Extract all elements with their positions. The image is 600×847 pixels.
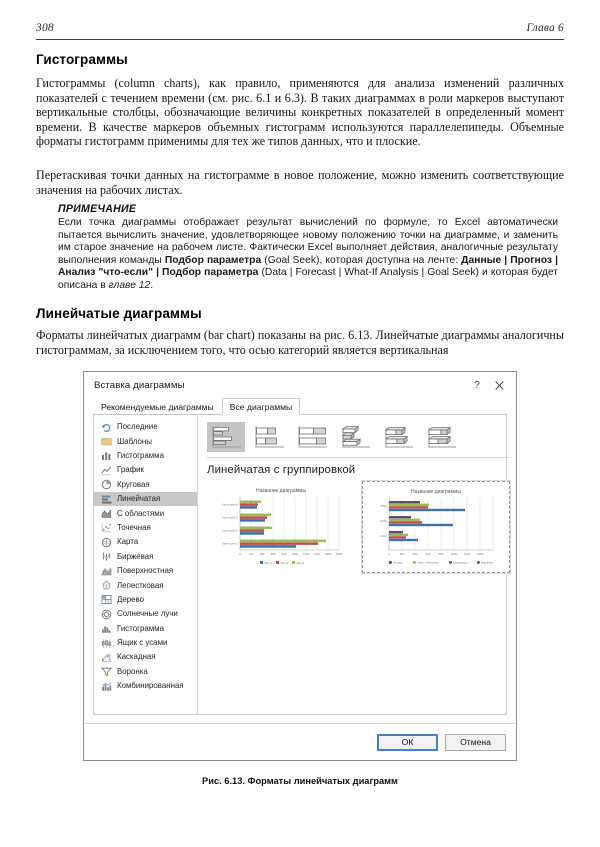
page-number: 308 bbox=[36, 22, 54, 34]
sunburst-chart-icon bbox=[101, 609, 112, 620]
templates-folder-icon bbox=[101, 436, 112, 447]
svg-text:400: 400 bbox=[412, 552, 418, 556]
svg-text:Красноярск: Красноярск bbox=[453, 560, 468, 565]
chart-type-pane bbox=[198, 415, 518, 714]
sidebar-item-area[interactable] bbox=[94, 506, 197, 520]
svg-text:2014: 2014 bbox=[380, 534, 387, 538]
sidebar-label-surface: Поверхностная bbox=[117, 566, 174, 576]
svg-text:0: 0 bbox=[239, 552, 241, 556]
svg-text:Ряд 1: Ряд 1 bbox=[264, 560, 273, 565]
scatter-chart-icon bbox=[101, 522, 112, 533]
sidebar-item-line[interactable] bbox=[94, 463, 197, 477]
recent-icon bbox=[101, 422, 112, 433]
svg-text:Категория 1: Категория 1 bbox=[222, 541, 238, 546]
svg-text:600: 600 bbox=[270, 552, 276, 556]
area-chart-icon bbox=[101, 508, 112, 519]
dialog-footer bbox=[84, 723, 516, 760]
svg-text:1800: 1800 bbox=[335, 552, 343, 556]
bar-chart-icon bbox=[101, 494, 112, 505]
svg-text:0: 0 bbox=[388, 552, 390, 556]
sidebar-item-column[interactable] bbox=[94, 449, 197, 463]
sidebar-label-pie: Круговая bbox=[117, 479, 150, 489]
dialog-body bbox=[93, 415, 507, 715]
column-chart-icon bbox=[101, 450, 112, 461]
chart-preview-2[interactable] bbox=[362, 481, 510, 573]
subtype-3d-100-stacked-bar[interactable] bbox=[422, 422, 460, 452]
sidebar-item-funnel[interactable] bbox=[94, 665, 197, 679]
combo-chart-icon bbox=[101, 681, 112, 692]
subtype-3d-clustered-bar[interactable] bbox=[336, 422, 374, 452]
sidebar-item-templates[interactable] bbox=[94, 434, 197, 448]
svg-text:800: 800 bbox=[438, 552, 444, 556]
svg-text:400: 400 bbox=[259, 552, 265, 556]
pie-chart-icon bbox=[101, 479, 112, 490]
svg-text:Ряд 2: Ряд 2 bbox=[280, 560, 289, 565]
sidebar-label-map: Карта bbox=[117, 537, 139, 547]
sidebar-label-stock: Биржевая bbox=[117, 551, 154, 561]
sidebar-item-surface[interactable] bbox=[94, 564, 197, 578]
surface-chart-icon bbox=[101, 566, 112, 577]
ok-button[interactable]: ОК bbox=[377, 734, 438, 751]
svg-text:1600: 1600 bbox=[324, 552, 332, 556]
note-text-3: (Data | Forecast | What-If Analysis | Goal Seek) и которая будет описана в bbox=[58, 267, 559, 291]
svg-text:800: 800 bbox=[281, 552, 287, 556]
dialog-title: Вставка диаграммы bbox=[94, 379, 185, 391]
radar-chart-icon bbox=[101, 580, 112, 591]
note-title: ПРИМЕЧАНИЕ bbox=[58, 203, 137, 215]
sidebar-item-combo[interactable] bbox=[94, 679, 197, 693]
sidebar-label-scatter: Точечная bbox=[117, 522, 151, 532]
svg-text:2015: 2015 bbox=[380, 519, 387, 523]
note-text-1: Если точка диаграммы отображает результат вычислений по формуле, то Excel автоматически пытается вычислить значение, удовлетворяющее новому положению точки на диаграмме, и заменить им старое значение на рабочем листе. Фактически Excel выполняет действия, аналогичные результату выполнения команды bbox=[58, 217, 558, 266]
histogram-chart-icon bbox=[101, 623, 112, 634]
subtype-3d-stacked-bar[interactable] bbox=[379, 422, 417, 452]
dialog-titlebar bbox=[84, 372, 516, 398]
svg-text:Ряд 3: Ряд 3 bbox=[296, 560, 305, 565]
sidebar-label-combo: Комбинированная bbox=[117, 681, 184, 691]
svg-text:1000: 1000 bbox=[450, 552, 458, 556]
svg-text:Санкт-Петербург: Санкт-Петербург bbox=[417, 560, 439, 565]
header-divider bbox=[36, 39, 564, 40]
note-body bbox=[58, 217, 558, 293]
note-bold-1: Подбор параметра bbox=[164, 254, 262, 266]
paragraph-bar-charts-1: Форматы линейчатых диаграмм (bar chart) показаны на рис. 6.13. Линейчатые диаграммы аналогичны гистограммам, за исключением того, что осью категорий является вертикальная bbox=[36, 328, 564, 357]
sidebar-item-map[interactable] bbox=[94, 535, 197, 549]
tab-recommended-charts[interactable]: Рекомендуемые диаграммы bbox=[93, 398, 222, 415]
paragraph-histograms-1: Гистограммы (column charts), как правило, применяются для анализа изменений различных показателей с течением времени (см. рис. 6.1 и 6.3). В таких диаграммах в роли маркеров выступают вертикальные столбцы, обозначающие величины конкретных показателей в определенный момент времени. В качестве маркеров объемных гистограмм используются параллелепипеды. Объемные форматы гистограмм применимы для тех же типов данных, что и плоские. bbox=[36, 76, 564, 149]
sidebar-item-treemap[interactable] bbox=[94, 593, 197, 607]
close-icon[interactable] bbox=[488, 376, 510, 394]
figure-6-13 bbox=[36, 366, 564, 811]
subtype-stacked-bar[interactable] bbox=[250, 422, 288, 452]
waterfall-chart-icon bbox=[101, 652, 112, 663]
svg-text:1400: 1400 bbox=[476, 552, 484, 556]
svg-text:1200: 1200 bbox=[463, 552, 471, 556]
note-text-2: (Goal Seek), которая доступна на ленте: bbox=[261, 254, 462, 266]
sidebar-label-column: Гистограмма bbox=[117, 451, 164, 461]
svg-text:1000: 1000 bbox=[291, 552, 299, 556]
sidebar-item-histogram[interactable] bbox=[94, 621, 197, 635]
sidebar-label-funnel: Воронка bbox=[117, 666, 148, 676]
chart-subtype-row bbox=[207, 422, 510, 458]
svg-text:Категория 4: Категория 4 bbox=[222, 502, 238, 507]
treemap-chart-icon bbox=[101, 594, 112, 605]
svg-text:200: 200 bbox=[399, 552, 405, 556]
note-text-4: . bbox=[150, 279, 154, 291]
stock-chart-icon bbox=[101, 551, 112, 562]
sidebar-item-recent[interactable] bbox=[94, 420, 197, 434]
svg-text:200: 200 bbox=[248, 552, 254, 556]
insert-chart-dialog bbox=[83, 371, 517, 761]
note-block bbox=[58, 203, 558, 293]
sidebar-label-boxwhisker: Ящик с усами bbox=[117, 638, 168, 648]
sidebar-item-scatter[interactable] bbox=[94, 521, 197, 535]
sidebar-label-bar: Линейчатая bbox=[117, 494, 161, 504]
sidebar-item-stock[interactable] bbox=[94, 550, 197, 564]
sidebar-label-sunburst: Солнечные лучи bbox=[117, 609, 178, 619]
svg-text:1400: 1400 bbox=[313, 552, 321, 556]
paragraph-histograms-2: Перетаскивая точки данных на гистограмме в новое положение, можно изменить соответствующие значения на рабочих листах. bbox=[36, 168, 564, 197]
svg-text:Название диаграммы: Название диаграммы bbox=[410, 489, 462, 495]
sidebar-label-waterfall: Каскадная bbox=[117, 652, 156, 662]
subtype-100-stacked-bar[interactable] bbox=[293, 422, 331, 452]
svg-text:600: 600 bbox=[425, 552, 431, 556]
sidebar-label-line: График bbox=[117, 465, 144, 475]
map-chart-icon bbox=[101, 537, 112, 548]
chart-category-list bbox=[94, 415, 198, 714]
help-icon[interactable]: ? bbox=[474, 379, 480, 391]
sidebar-item-bar[interactable] bbox=[94, 492, 197, 506]
tab-all-charts[interactable]: Все диаграммы bbox=[222, 398, 300, 415]
svg-text:Название диаграммы: Название диаграммы bbox=[255, 488, 307, 494]
chart-preview-1[interactable] bbox=[207, 481, 355, 573]
sidebar-item-radar[interactable] bbox=[94, 578, 197, 592]
sidebar-label-area: С областями bbox=[117, 508, 165, 518]
svg-text:1200: 1200 bbox=[302, 552, 310, 556]
boxwhisker-chart-icon bbox=[101, 638, 112, 649]
svg-text:Категория 2: Категория 2 bbox=[222, 528, 238, 533]
figure-caption: Рис. 6.13. Форматы линейчатых диаграмм bbox=[202, 776, 398, 786]
note-italic-1: главе 12 bbox=[108, 279, 151, 291]
dialog-tabstrip bbox=[84, 398, 516, 415]
svg-text:2016: 2016 bbox=[380, 504, 387, 508]
section-heading-histograms: Гистограммы bbox=[36, 52, 128, 67]
sidebar-label-histogram: Гистограмма bbox=[117, 623, 164, 633]
sidebar-item-sunburst[interactable] bbox=[94, 607, 197, 621]
subtype-clustered-bar[interactable] bbox=[207, 422, 245, 452]
funnel-chart-icon bbox=[101, 666, 112, 677]
sidebar-item-waterfall[interactable] bbox=[94, 650, 197, 664]
svg-text:Москва: Москва bbox=[393, 560, 403, 565]
sidebar-item-pie[interactable] bbox=[94, 478, 197, 492]
chart-subtype-title: Линейчатая с группировкой bbox=[207, 464, 356, 476]
running-head bbox=[36, 22, 564, 34]
section-heading-bar-charts: Линейчатые диаграммы bbox=[36, 306, 202, 321]
svg-text:Категория 3: Категория 3 bbox=[222, 515, 238, 520]
chapter-label: Глава 6 bbox=[526, 22, 564, 34]
chart-preview-row bbox=[207, 481, 510, 573]
svg-text:Воронеж: Воронеж bbox=[481, 560, 493, 565]
sidebar-label-templates: Шаблоны bbox=[117, 436, 152, 446]
sidebar-label-radar: Лепестковая bbox=[117, 580, 164, 590]
line-chart-icon bbox=[101, 465, 112, 476]
sidebar-label-recent: Последние bbox=[117, 422, 158, 432]
sidebar-item-boxwhisker[interactable] bbox=[94, 636, 197, 650]
sidebar-label-treemap: Дерево bbox=[117, 594, 145, 604]
cancel-button[interactable]: Отмена bbox=[445, 734, 506, 751]
note-bold-2: Данные | Прогноз | Анализ "что-если" | Подбор параметра bbox=[58, 254, 558, 279]
